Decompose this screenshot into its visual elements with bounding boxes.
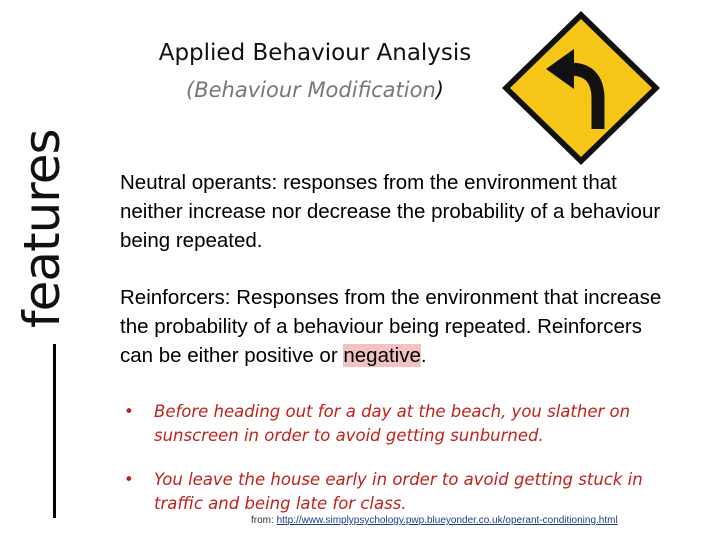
list-item [124,400,694,448]
source-citation [251,514,711,528]
left-curve-road-sign-icon [498,9,664,167]
example-list-1 [124,400,694,448]
negative-highlight: negative [343,344,421,367]
source-prefix: from: [251,515,277,526]
list-item [124,468,694,516]
example-list-2 [124,468,694,516]
bullet-text: You leave the house early in order to avoid getting stuck in traffic and being late for class. [154,470,643,513]
reinforcers-period: . [420,344,427,367]
reinforcers-text: Reinforcers: Responses from the environment that increase the probability of a behaviour being repeated. Reinforcers can be either positive or [120,286,662,367]
slide-title: Applied Behaviour Analysis [158,40,472,66]
bullet-icon: • [124,402,134,421]
source-link[interactable]: http://www.simplypsychology.pwp.blueyonder.co.uk/operant-conditioning.html [276,515,618,526]
subtitle-text: (Behaviour Modification [186,78,436,102]
side-divider [53,344,56,518]
reinforcers-paragraph [120,283,680,370]
neutral-operants-paragraph: Neutral operants: responses from the environment that neither increase nor decrease the probability of a behaviour being repeated. [120,171,661,252]
bullet-text: Before heading out for a day at the beach, you slather on sunscreen in order to avoid getting sunburned. [154,402,631,445]
subtitle-close-paren: ) [435,78,444,102]
side-label-features: features [13,129,71,328]
bullet-icon: • [124,470,134,489]
